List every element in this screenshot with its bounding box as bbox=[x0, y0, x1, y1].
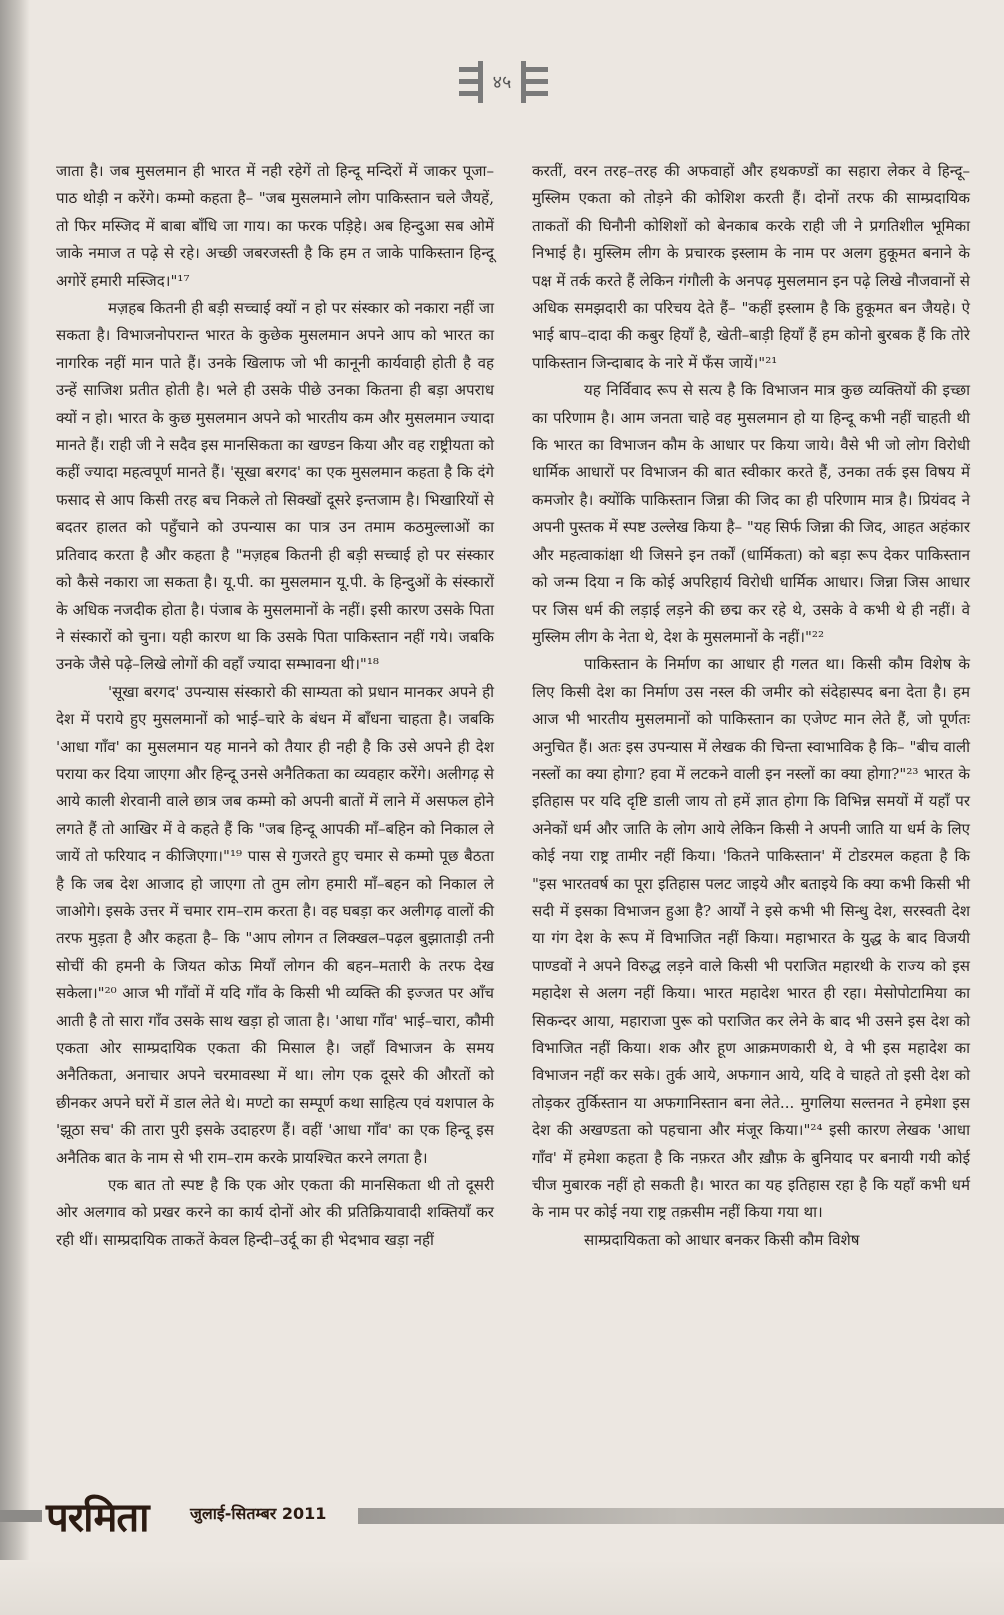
paragraph: 'सूखा बरगद' उपन्यास संस्कारो की साम्यता को प्रधान मानकर अपने ही देश में पराये हुए मुसलमानों को भाई–चारे के बंधन में बाँधना चाहता है। जबकि 'आधा गाँव' का मुसलमान यह मानने को तैयार ही नही है कि उसे अपने ही देश पराया कर दिया जाएगा और हिन्दू उनसे अनैतिकता का व्यवहार करेंगे। अलीगढ़ से आये काली शेरवानी वाले छात्र जब कम्मो को अपनी बातों में लाने में असफल होने लगते हैं तो आखिर में वे कहते हैं कि "जब हिन्दू आपकी माँ–बहिन को निकाल ले जायें तो फरियाद न कीजिएगा।"¹⁹ पास से गुजरते हुए चमार से कम्मो पूछ बैठता है कि जब देश आजाद हो जाएगा तो तुम लोग हमारी माँ–बहन को निकाल ले जाओगे। इसके उत्तर में चमार राम–राम करता है। वह घबड़ा कर अलीगढ़ वालों की तरफ मुड़ता है और कहता है– कि "आप लोगन त लिक्खल–पढ़ल बुझाताड़ी तनी सोचीं की हमनी के जियत कोऊ मियाँ लोगन की बहन–मतारी के तरफ देख सकेला।"²⁰ आज भी गाँवों में यदि गाँव के किसी भी व्यक्ति की इज्जत पर आँच आती है तो सारा गाँव उसके साथ खड़ा हो जाता है। 'आधा गाँव' भाई–चारा, कौमी एकता ओर साम्प्रदायिक एकता की मिसाल है। जहाँ विभाजन के समय अनैतिकता, अनाचार अपने चरमावस्था में था। लोग एक दूसरे की औरतों को छीनकर अपने घरों में डाल लेते थे। मण्टो का सम्पूर्ण कथा साहित्य एवं यशपाल के 'झूठा सच' की तारा पुरी इसके उदाहरण हैं। वहीं 'आधा गाँव' का एक हिन्दू इस अनैतिक बात के नाम से भी राम–राम करके प्रायश्चित करने लगता है। bbox=[56, 682, 494, 1167]
paragraph: साम्प्रदायिकता को आधार बनकर किसी कौम विशेष bbox=[584, 1230, 860, 1249]
paragraph: करतीं, वरन तरह–तरह की अफवाहों और हथकण्डों का सहारा लेकर वे हिन्दू–मुस्लिम एकता को तोड़ने की कोशिश करती हैं। दोनों तरफ की साम्प्रदायिक ताकतों की घिनौनी कोशिशों को बेनकाब करके राही जी ने प्रगतिशील भूमिका निभाई है। मुस्लिम लीग के प्रचारक इस्लाम के नाम पर अलग हुकूमत बनाने के पक्ष में तर्क करते हैं लेकिन गंगौली के अनपढ़ मुसलमान इन पढ़े लिखे नौजवानों से अधिक समझदारी का परिचय देते हैं– "कहीं इस्लाम है कि हुकूमत बन जैयहे। ऐ भाई बाप–दादा की कबुर हियाँ है, खेती–बाड़ी हियाँ हैं हम कोनो बुरबक हैं कि तोरे पाकिस्तान जिन्दाबाद के नारे में फँस जायें।"²¹ bbox=[532, 162, 970, 372]
issue-date: जुलाई-सितम्बर 2011 bbox=[190, 1504, 327, 1523]
paragraph: पाकिस्तान के निर्माण का आधार ही गलत था। किसी कौम विशेष के लिए किसी देश का निर्माण उस नस्ल की जमीर को संदेहास्पद बना देता है। हम आज भी भारतीय मुसलमानों को पाकिस्तान का एजेण्ट मान लेते हैं, जो पूर्णतः अनुचित हैं। अतः इस उपन्यास में लेखक की चिन्ता स्वाभाविक है कि– "बीच वाली नस्लों का क्या होगा? हवा में लटकने वाली इन नस्लों का क्या होगा?"²³ भारत के इतिहास पर यदि दृष्टि डाली जाय तो हमें ज्ञात होगा कि विभिन्न समयों में यहाँ पर अनेकों धर्म और जाति के लोग आये लेकिन किसी ने अपनी जाति या धर्म के लिए कोई नया राष्ट्र तामीर नहीं किया। 'कितने पाकिस्तान' में टोडरमल कहता है कि "इस भारतवर्ष का पूरा इतिहास पलट जाइये और बताइये कि क्या कभी किसी भी सदी में इसका विभाजन हुआ है? आर्यों ने इसे कभी भी सिन्धु देश, सरस्वती देश या गंग देश के रूप में विभाजित नहीं किया। महाभारत के युद्ध के बाद विजयी पाण्डवों ने अपने विरुद्ध लड़ने वाले किसी भी पराजित महारथी के राज्य को इस महादेश से अलग नहीं किया। भारत महादेश भारत ही रहा। मेसोपोटामिया का सिकन्दर आया, महाराजा पुरू को पराजित कर लेने के बाद भी उसने इस देश को विभाजित नहीं किया। शक और हूण आक्रमणकारी थे, वे भी इस महादेश का विभाजन नहीं कर सके। तुर्क आये, अफगान आये, यदि वे चाहते तो इसी देश को तोड़कर तुर्किस्तान या अफगानिस्तान बना लेते... मुगलिया सल्तनत ने हमेशा इस देश की अखण्डता को पहचाना और मंजूर किया।"²⁴ इसी कारण लेखक 'आधा गाँव' में हमेशा कहता है कि नफ़रत और ख़ौफ़ के बुनियाद पर बनायी गयी कोई चीज मुबारक नहीं हो सकती है। भारत का यह इतिहास रहा है कि यहाँ कभी धर्म के नाम पर कोई नया राष्ट्र तक़सीम नहीं किया गया था। bbox=[532, 655, 970, 1222]
page-number: ४५ bbox=[492, 72, 512, 93]
footer-rule-left bbox=[0, 1510, 42, 1522]
page-header bbox=[0, 52, 1004, 112]
paragraph: मज़हब कितनी ही बड़ी सच्चाई क्यों न हो पर संस्कार को नकारा नहीं जा सकता है। विभाजनोपरान्त भारत के कुछेक मुसलमान अपने आप को भारत का नागरिक नहीं मान पाते हैं। उनके खिलाफ जो भी कानूनी कार्यवाही होती है वह उन्हें साजिश प्रतीत होती है। भले ही उसके पीछे उनका कितना ही बड़ा अपराध क्यों न हो। भारत के कुछ मुसलमान अपने को भारतीय कम और मुसलमान ज्यादा मानते हैं। राही जी ने सदैव इस मानसिकता का खण्डन किया और वह राष्ट्रीयता को कहीं ज्यादा महत्वपूर्ण मानते हैं। 'सूखा बरगद' का एक मुसलमान कहता है कि दंगे फसाद से आप किसी तरह बच निकले तो सिक्खों दूसरे इन्तजाम है। भिखारियों से बदतर हालत को पहुँचाने को उपन्यास का पात्र उन तमाम कठमुल्लाओं का प्रतिवाद करता है और कहता है "मज़हब कितनी ही बड़ी सच्चाई हो पर संस्कार को कैसे नकारा जा सकता है। यू.पी. का मुसलमान यू.पी. के हिन्दुओं के संस्कारों के अधिक नजदीक होता है। पंजाब के मुसलमानों के नहीं। इसी कारण उसके पिता ने संस्कारों को चुना। यही कारण था कि उसके पिता पाकिस्तान नहीं गये। जबकि उनके जैसे पढ़े–लिखे लोगों की वहाँ ज्यादा सम्भावना थी।"¹⁸ bbox=[56, 299, 494, 674]
page-bottom-margin bbox=[0, 1560, 1004, 1615]
right-column bbox=[532, 158, 970, 1254]
footer-rule-right bbox=[358, 1508, 1004, 1524]
paragraph: जाता है। जब मुसलमान ही भारत में नही रहेगें तो हिन्दू मन्दिरों में जाकर पूजा–पाठ थोड़ी न करेंगे। कम्मो कहता है– "जब मुसलमाने लोग पाकिस्तान चले जैयहें, तो फिर मस्जिद में बाबा बाँधि जा गाय। का फरक पड़िहे। अब हिन्दुआ सब ओमें जाके नमाज त पढ़े से रहे। अच्छी जबरजस्ती है कि हम त जाके पाकिस्तान हिन्दू अगोरें हमारी मस्जिद।"¹⁷ bbox=[56, 162, 494, 290]
left-bracket-ornament bbox=[457, 61, 483, 103]
magazine-logo: परमिता bbox=[46, 1495, 149, 1541]
page-binding-shadow bbox=[0, 0, 30, 1615]
paragraph: एक बात तो स्पष्ट है कि एक ओर एकता की मानसिकता थी तो दूसरी ओर अलगाव को प्रखर करने का कार्य दोनों ओर की प्रतिक्रियावादी शक्तियाँ कर रही थीं। साम्प्रदायिक ताकतें केवल हिन्दी–उर्दू का ही भेदभाव खड़ा नहीं bbox=[56, 1176, 494, 1249]
page-footer bbox=[0, 1488, 1004, 1548]
right-bracket-ornament bbox=[521, 61, 547, 103]
page-number-mark bbox=[457, 61, 548, 103]
left-column bbox=[56, 158, 494, 1254]
paragraph: यह निर्विवाद रूप से सत्य है कि विभाजन मात्र कुछ व्यक्तियों की इच्छा का परिणाम है। आम जनता चाहे वह मुसलमान हो या हिन्दू कभी नहीं चाहती थी कि भारत का विभाजन कौम के आधार पर किया जाये। वैसे भी जो लोग विरोधी धार्मिक आधारों पर विभाजन की बात स्वीकार करते हैं, उनका तर्क इस विषय में कमजोर है। क्योंकि पाकिस्तान जिन्ना की जिद का ही परिणाम मात्र है। प्रियंवद ने अपनी पुस्तक में स्पष्ट उल्लेख किया है– "यह सिर्फ जिन्ना की जिद, आहत अहंकार और महत्वाकांक्षा थी जिसने इन तर्कों (धार्मिकता) को बड़ा रूप देकर पाकिस्तान को जन्म दिया न कि कोई अपरिहार्य विरोधी धार्मिक आधार। जिन्ना जिस आधार पर जिस धर्म की लड़ाई लड़ने की छद्म कर रहे थे, उसके वे कभी थे ही नहीं। वे मुस्लिम लीग के नेता थे, देश के मुसलमानों के नहीं।"²² bbox=[532, 381, 970, 646]
